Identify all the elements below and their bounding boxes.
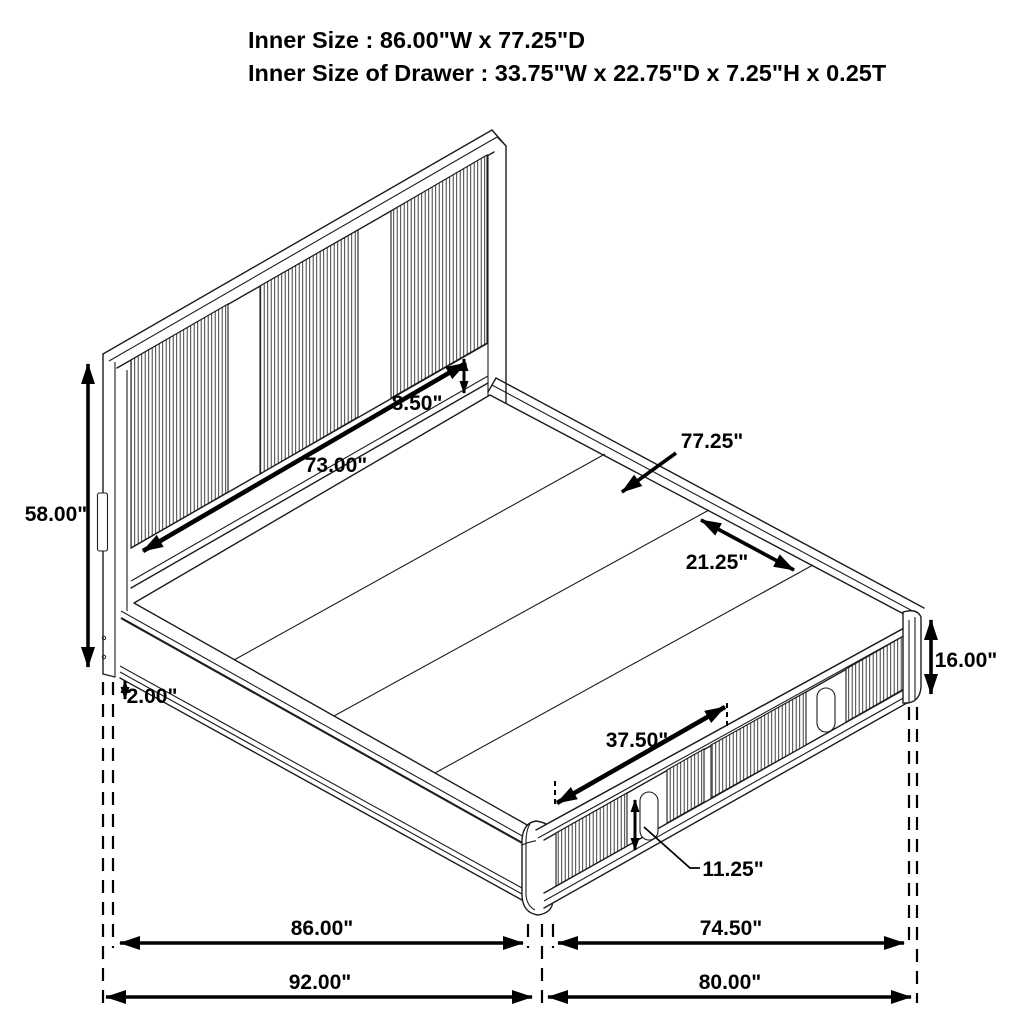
- dimension-storage-base-height: [931, 620, 997, 694]
- dim-label-headboard-height: 58.00": [24, 503, 88, 526]
- dim-label-footboard-drawer-span: 74.50": [699, 917, 763, 940]
- title-block: [248, 27, 887, 86]
- dim-label-outer-depth: 92.00": [288, 971, 352, 994]
- rail-bracket-slot: [98, 493, 108, 551]
- title-line-2: Inner Size of Drawer : 33.75"W x 22.75"D x 7.25"H x 0.25T: [248, 60, 887, 86]
- dim-label-storage-base-height: 16.00": [934, 649, 998, 672]
- dim-label-base-floor-clearance: 2.00": [126, 685, 178, 708]
- dim-label-platform-depth: 77.25": [680, 430, 744, 453]
- dim-label-outer-width: 80.00": [698, 971, 762, 994]
- dim-label-platform-board-width: 21.25": [685, 551, 749, 574]
- dim-label-headboard-rail-height: 8.50": [391, 392, 443, 415]
- dim-label-drawer-handle-height: 11.25": [702, 858, 764, 881]
- dimension-headboard-height: [25, 364, 88, 667]
- corner-post-front-right: [903, 611, 921, 703]
- dimension-outer-width: [548, 971, 911, 997]
- dim-label-headboard-inner-width: 73.00": [304, 454, 368, 477]
- dimension-base-floor-clearance: [125, 681, 177, 708]
- title-line-1: Inner Size : 86.00"W x 77.25"D: [248, 27, 586, 53]
- dimension-footboard-drawer-span: [558, 917, 904, 943]
- dimension-outer-depth: [106, 971, 532, 997]
- dim-label-drawer-front-width: 37.50": [605, 729, 669, 752]
- drawer-handle-right: [817, 688, 835, 732]
- dimension-inner-width: [120, 917, 523, 943]
- drawer-handle-left: [640, 792, 658, 840]
- dim-label-inner-width: 86.00": [290, 917, 354, 940]
